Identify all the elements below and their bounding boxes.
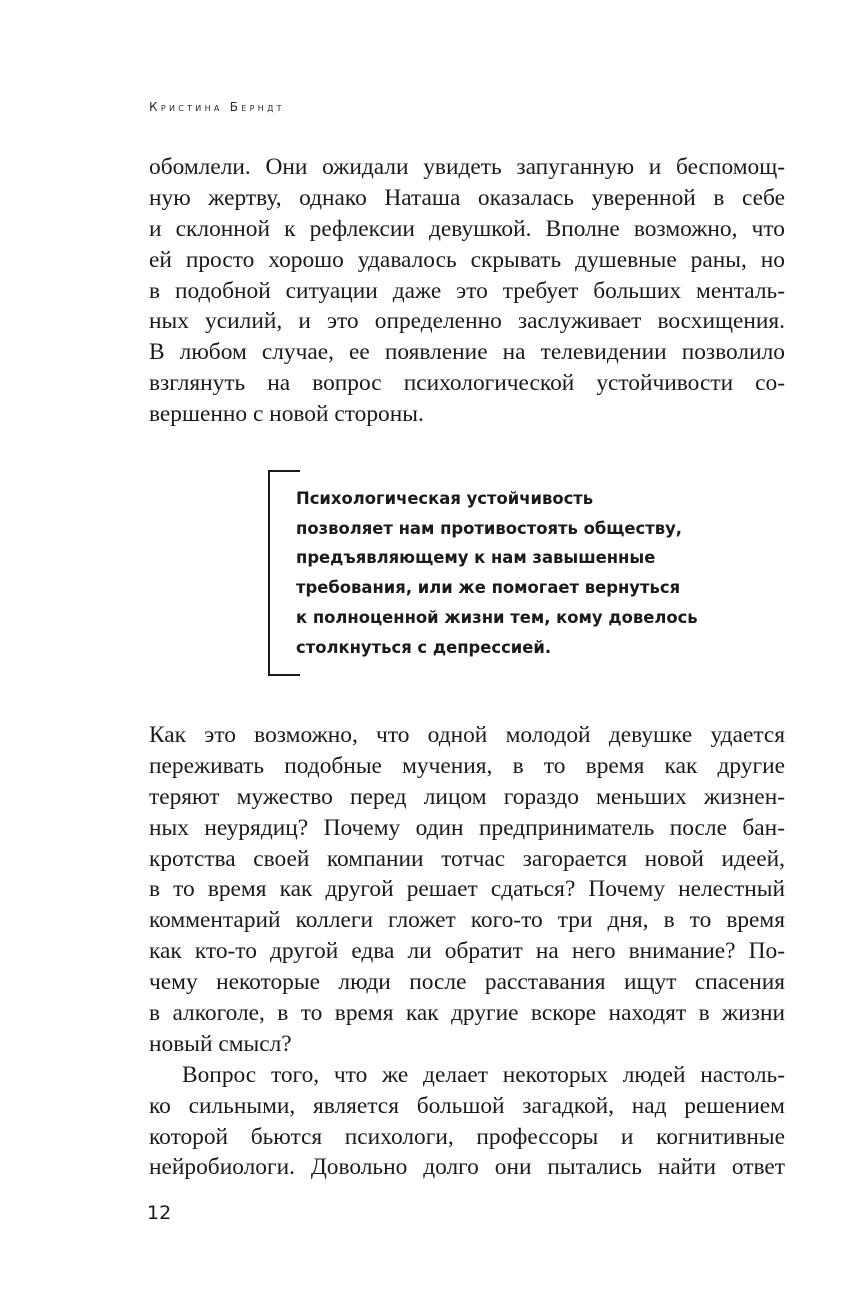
- text-line: и склонной к рефлексии девушкой. Вполне возможно, что: [149, 215, 785, 242]
- text-line: ных неурядиц? Почему один предприниматель после бан-: [149, 814, 785, 841]
- text-line: взглянуть на вопрос психологической устойчивости со-: [149, 370, 785, 397]
- paragraph-continuation: [149, 152, 785, 430]
- quote-line: к полноценной жизни тем, кому довелось: [296, 607, 698, 627]
- text-line: вершенно с новой стороны.: [149, 401, 424, 428]
- text-line: как кто-то другой едва ли обратит на него внимание? По-: [149, 938, 785, 965]
- text-line: в то время как другой решает сдаться? Почему нелестный: [149, 876, 785, 903]
- text-line: ей просто хорошо удавалось скрывать душевные раны, но: [149, 246, 785, 273]
- text-line: В любом случае, ее появление на телевидении позволило: [149, 339, 785, 366]
- text-line: теряют мужество перед лицом гораздо меньших жизнен-: [149, 783, 785, 810]
- quote-line: Психологическая устойчивость: [296, 489, 594, 508]
- quote-line: столкнуться с депрессией.: [296, 637, 552, 657]
- text-line: переживать подобные мучения, в то время как другие: [149, 752, 785, 779]
- text-line: в подобной ситуации даже это требует больших менталь-: [149, 277, 785, 304]
- text-line: ко сильными, является большой загадкой, над решением: [149, 1092, 785, 1119]
- text-line: которой бьются психологи, профессоры и когнитивные: [149, 1123, 785, 1150]
- text-line: кротства своей компании тотчас загорается новой идеей,: [149, 845, 785, 872]
- running-head: Кристина Берндт: [149, 100, 285, 114]
- text-line: ную жертву, однако Наташа оказалась уверенной в себе: [149, 184, 785, 211]
- text-line: Как это возможно, что одной молодой девушке удается: [149, 722, 785, 748]
- text-line: ных усилий, и это определенно заслуживает восхищения.: [149, 308, 785, 335]
- text-line: обомлели. Они ожидали увидеть запуганную и беспомощ-: [149, 154, 785, 180]
- pull-quote-text: [296, 484, 698, 662]
- text-line: нейробиологи. Довольно долго они пытались найти ответ: [149, 1154, 785, 1181]
- page-number: 12: [147, 1202, 172, 1224]
- text-line: в алкоголе, в то время как другие вскоре находят в жизни: [149, 1000, 785, 1027]
- text-line: новый смысл?: [149, 1030, 292, 1057]
- pull-quote: [268, 470, 758, 678]
- quote-line: требования, или же помогает вернуться: [296, 578, 681, 598]
- text-line: чему некоторые люди после расставания ищут спасения: [149, 969, 785, 996]
- paragraph-answer: [149, 1060, 785, 1184]
- text-line: Вопрос того, что же делает некоторых людей настоль-: [182, 1061, 785, 1088]
- text-line: комментарий коллеги гложет кого-то три дня, в то время: [149, 907, 785, 934]
- quote-line: позволяет нам противостоять обществу,: [296, 518, 683, 538]
- quote-line: предъявляющему к нам завышенные: [296, 548, 656, 568]
- body-text: [149, 720, 785, 1183]
- paragraph-questions: [149, 720, 785, 1060]
